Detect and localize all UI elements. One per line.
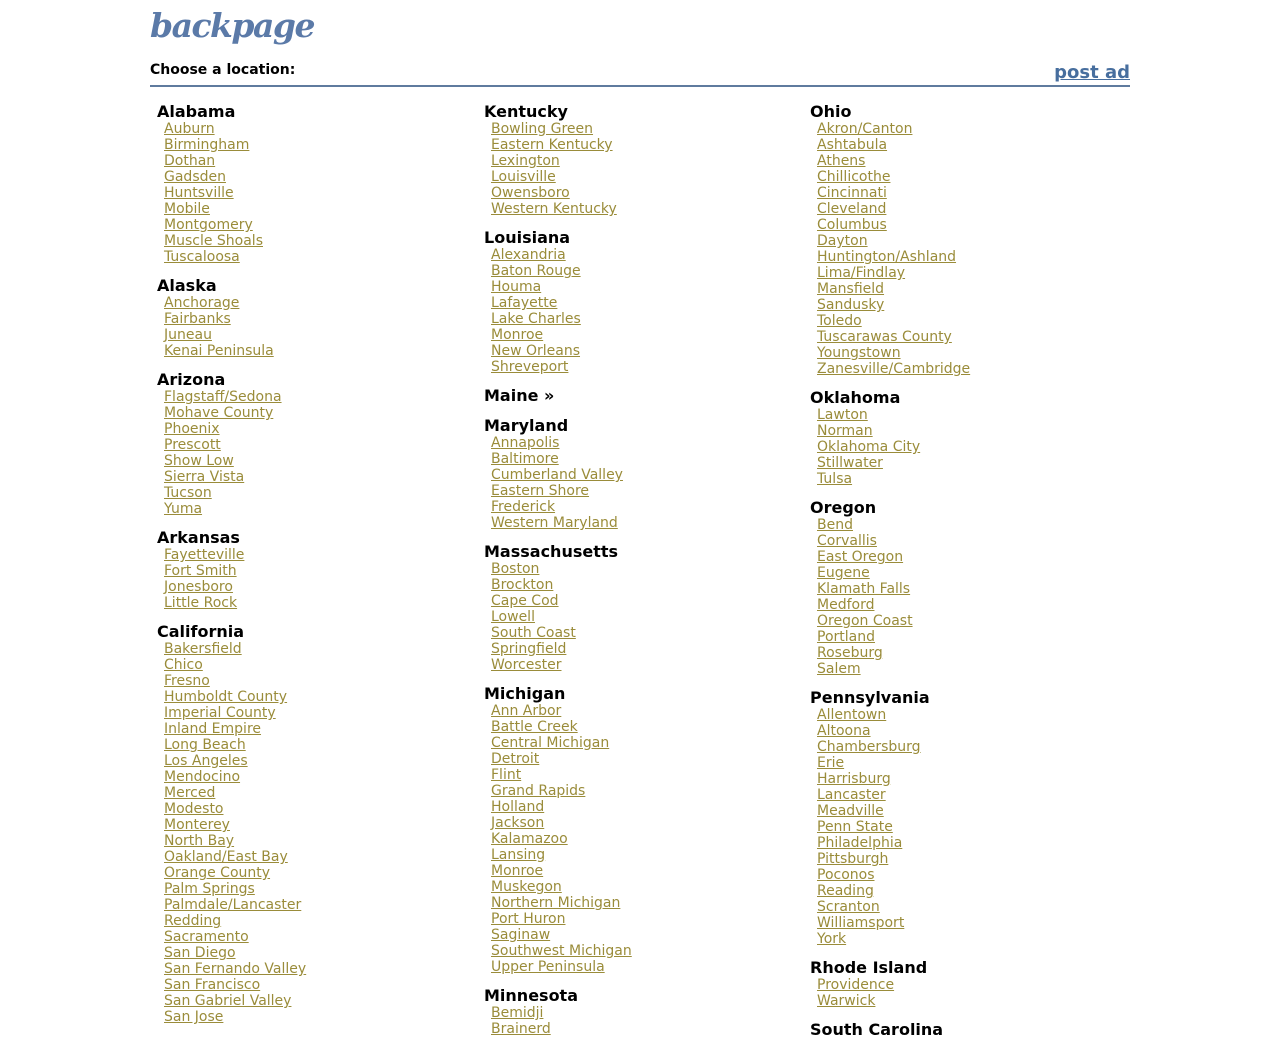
city-link[interactable]: Flint [491,767,522,783]
city-link[interactable]: Palmdale/Lancaster [164,897,302,913]
city-link[interactable]: Sandusky [817,297,885,313]
city-link[interactable]: Palm Springs [164,881,255,897]
city-link[interactable]: Monroe [491,327,544,343]
city-link[interactable]: Norman [817,423,873,439]
city-link[interactable]: Mendocino [164,769,241,785]
city-link[interactable]: Houma [491,279,542,295]
state-group [810,499,970,677]
city-link[interactable]: Shreveport [491,359,569,375]
city-link[interactable]: Brockton [491,577,554,593]
location-column-3 [810,103,970,1051]
city-link[interactable]: Western Kentucky [491,201,617,217]
city-link[interactable]: Lawton [817,407,868,423]
city-link[interactable]: Lafayette [491,295,558,311]
city-link[interactable]: Roseburg [817,645,883,661]
city-link[interactable]: East Oregon [817,549,904,565]
city-link[interactable]: Merced [164,785,216,801]
city-link[interactable]: Salem [817,661,861,677]
city-link[interactable]: Poconos [817,867,875,883]
city-link[interactable]: Lancaster [817,787,886,803]
city-link[interactable]: Brainerd [491,1021,551,1037]
city-link[interactable]: Oklahoma City [817,439,921,455]
choose-location-label: Choose a location: [150,62,296,78]
city-link[interactable]: Harrisburg [817,771,891,787]
city-link[interactable]: Chambersburg [817,739,921,755]
city-link[interactable]: Flagstaff/Sedona [164,389,282,405]
city-link[interactable]: York [817,931,847,947]
state-heading: Alabama [157,102,236,121]
location-column-1 [157,103,306,1037]
state-heading[interactable]: Maine » [484,386,555,405]
city-link[interactable]: Lexington [491,153,560,169]
city-link[interactable]: Williamsport [817,915,905,931]
state-group [484,685,632,975]
city-link[interactable]: Lima/Findlay [817,265,906,281]
city-link[interactable]: Zanesville/Cambridge [817,361,971,377]
city-link[interactable]: San Fernando Valley [164,961,307,977]
city-link[interactable]: Mohave County [164,405,274,421]
city-link[interactable]: Oregon Coast [817,613,913,629]
city-link[interactable]: Juneau [164,327,212,343]
city-link[interactable]: Lansing [491,847,546,863]
city-link[interactable]: Baton Rouge [491,263,581,279]
state-heading: Louisiana [484,228,571,247]
city-link[interactable]: Oakland/East Bay [164,849,288,865]
city-link[interactable]: Modesto [164,801,224,817]
city-link[interactable]: Fayetteville [164,547,245,563]
city-link[interactable]: Mobile [164,201,210,217]
city-link[interactable]: Meadville [817,803,884,819]
city-link[interactable]: Sacramento [164,929,249,945]
city-link[interactable]: Frederick [491,499,556,515]
state-heading: Oregon [810,498,877,517]
city-link[interactable]: Allentown [817,707,887,723]
city-link[interactable]: Little Rock [164,595,238,611]
city-link[interactable]: Bend [817,517,853,533]
state-heading: Minnesota [484,986,578,1005]
city-link[interactable]: Scranton [817,899,880,915]
city-link[interactable]: San Francisco [164,977,261,993]
city-link[interactable]: Corvallis [817,533,877,549]
city-link[interactable]: Cleveland [817,201,887,217]
city-link[interactable]: Central Michigan [491,735,610,751]
city-link[interactable]: Jackson [491,815,545,831]
city-link[interactable]: New Orleans [491,343,581,359]
city-link[interactable]: Muscle Shoals [164,233,263,249]
city-link[interactable]: Fresno [164,673,210,689]
city-link[interactable]: Eastern Kentucky [491,137,613,153]
city-link[interactable]: Saginaw [491,927,551,943]
state-heading: Arizona [157,370,226,389]
city-link[interactable]: Youngstown [817,345,901,361]
state-heading: Kentucky [484,102,568,121]
state-heading: Ohio [810,102,852,121]
city-link[interactable]: Reading [817,883,874,899]
post-ad-link[interactable]: post ad [1054,62,1130,83]
city-link[interactable]: Akron/Canton [817,121,913,137]
city-link[interactable]: San Diego [164,945,236,961]
city-link[interactable]: Long Beach [164,737,246,753]
city-link[interactable]: Annapolis [491,435,560,451]
city-link[interactable]: Birmingham [164,137,250,153]
city-link[interactable]: North Bay [164,833,235,849]
city-link[interactable]: Athens [817,153,866,169]
state-heading[interactable]: South Carolina [810,1020,944,1039]
state-group [810,389,970,487]
city-link[interactable]: Gadsden [164,169,226,185]
city-link[interactable]: Eastern Shore [491,483,590,499]
state-heading: Oklahoma [810,388,901,407]
city-link[interactable]: Port Huron [491,911,566,927]
city-link[interactable]: Columbus [817,217,887,233]
city-link[interactable]: Warwick [817,993,876,1009]
state-group [810,103,970,377]
city-link[interactable]: Penn State [817,819,893,835]
city-link[interactable]: Redding [164,913,222,929]
city-link[interactable]: Alexandria [491,247,566,263]
city-link[interactable]: Fairbanks [164,311,231,327]
city-link[interactable]: Detroit [491,751,540,767]
state-group [157,371,306,517]
city-link[interactable]: Stillwater [817,455,883,471]
city-link[interactable]: Medford [817,597,875,613]
city-link[interactable]: Orange County [164,865,271,881]
city-link[interactable]: Monroe [491,863,544,879]
city-link[interactable]: Jonesboro [164,579,233,595]
state-heading: Maryland [484,416,569,435]
city-link[interactable]: Auburn [164,121,215,137]
city-link[interactable]: Battle Creek [491,719,578,735]
city-link[interactable]: Cincinnati [817,185,887,201]
state-group [484,103,632,217]
city-link[interactable]: Yuma [164,501,203,517]
state-group [810,689,970,947]
city-link[interactable]: Cumberland Valley [491,467,623,483]
city-link[interactable]: Tuscarawas County [817,329,952,345]
city-link[interactable]: Huntington/Ashland [817,249,957,265]
location-column-2 [484,103,632,1049]
city-link[interactable]: Bakersfield [164,641,242,657]
city-link[interactable]: Fort Smith [164,563,237,579]
city-link[interactable]: Anchorage [164,295,240,311]
state-group [157,529,306,611]
city-link[interactable]: Philadelphia [817,835,903,851]
city-link[interactable]: Bowling Green [491,121,594,137]
city-link[interactable]: Show Low [164,453,234,469]
city-link[interactable]: Dothan [164,153,216,169]
city-link[interactable]: Erie [817,755,845,771]
city-link[interactable]: Chico [164,657,203,673]
city-link[interactable]: Tuscaloosa [164,249,240,265]
city-link[interactable]: Holland [491,799,545,815]
state-heading: Alaska [157,276,217,295]
city-link[interactable]: Los Angeles [164,753,248,769]
city-link[interactable]: Mansfield [817,281,885,297]
city-link[interactable]: Ann Arbor [491,703,562,719]
city-link[interactable]: San Gabriel Valley [164,993,292,1009]
city-link[interactable]: Baltimore [491,451,559,467]
city-link[interactable]: Boston [491,561,540,577]
city-link[interactable]: Muskegon [491,879,562,895]
city-link[interactable]: Toledo [817,313,862,329]
city-link[interactable]: Imperial County [164,705,276,721]
state-group [157,277,306,359]
state-heading: California [157,622,245,641]
backpage-logo[interactable]: backpage [150,6,314,45]
state-group [484,417,632,531]
city-link[interactable]: Monterey [164,817,230,833]
city-link[interactable]: Portland [817,629,875,645]
city-link[interactable]: Grand Rapids [491,783,586,799]
city-link[interactable]: Lake Charles [491,311,581,327]
city-link[interactable]: Montgomery [164,217,253,233]
city-link[interactable]: Huntsville [164,185,234,201]
city-link[interactable]: Lowell [491,609,535,625]
city-link[interactable]: Pittsburgh [817,851,889,867]
city-link[interactable]: Prescott [164,437,221,453]
state-group [157,103,306,265]
city-link[interactable]: Owensboro [491,185,570,201]
city-link[interactable]: Cape Cod [491,593,559,609]
city-link[interactable]: Tucson [164,485,212,501]
city-link[interactable]: Ashtabula [817,137,888,153]
city-link[interactable]: Phoenix [164,421,220,437]
state-group [484,387,632,405]
state-group [810,959,970,1009]
state-group [484,987,632,1037]
city-link[interactable]: Northern Michigan [491,895,621,911]
state-heading: Massachusetts [484,542,619,561]
city-link[interactable]: Springfield [491,641,567,657]
state-heading: Arkansas [157,528,240,547]
city-link[interactable]: Southwest Michigan [491,943,632,959]
city-link[interactable]: Louisville [491,169,556,185]
city-link[interactable]: Dayton [817,233,868,249]
city-link[interactable]: Kenai Peninsula [164,343,274,359]
city-link[interactable]: Altoona [817,723,871,739]
city-link[interactable]: Kalamazoo [491,831,568,847]
state-group [157,623,306,1025]
state-heading: Rhode Island [810,958,928,977]
city-link[interactable]: Chillicothe [817,169,891,185]
state-group [484,543,632,673]
city-link[interactable]: Tulsa [817,471,853,487]
state-group [484,229,632,375]
city-link[interactable]: Western Maryland [491,515,618,531]
city-link[interactable]: Klamath Falls [817,581,911,597]
city-link[interactable]: Bemidji [491,1005,544,1021]
city-link[interactable]: Inland Empire [164,721,262,737]
state-heading: Pennsylvania [810,688,930,707]
state-heading: Michigan [484,684,566,703]
city-link[interactable]: Eugene [817,565,870,581]
city-link[interactable]: San Jose [164,1009,224,1025]
city-link[interactable]: South Coast [491,625,576,641]
city-link[interactable]: Sierra Vista [164,469,245,485]
city-link[interactable]: Providence [817,977,895,993]
city-link[interactable]: Worcester [491,657,562,673]
city-link[interactable]: Upper Peninsula [491,959,605,975]
header-divider [150,85,1130,87]
city-link[interactable]: Humboldt County [164,689,288,705]
